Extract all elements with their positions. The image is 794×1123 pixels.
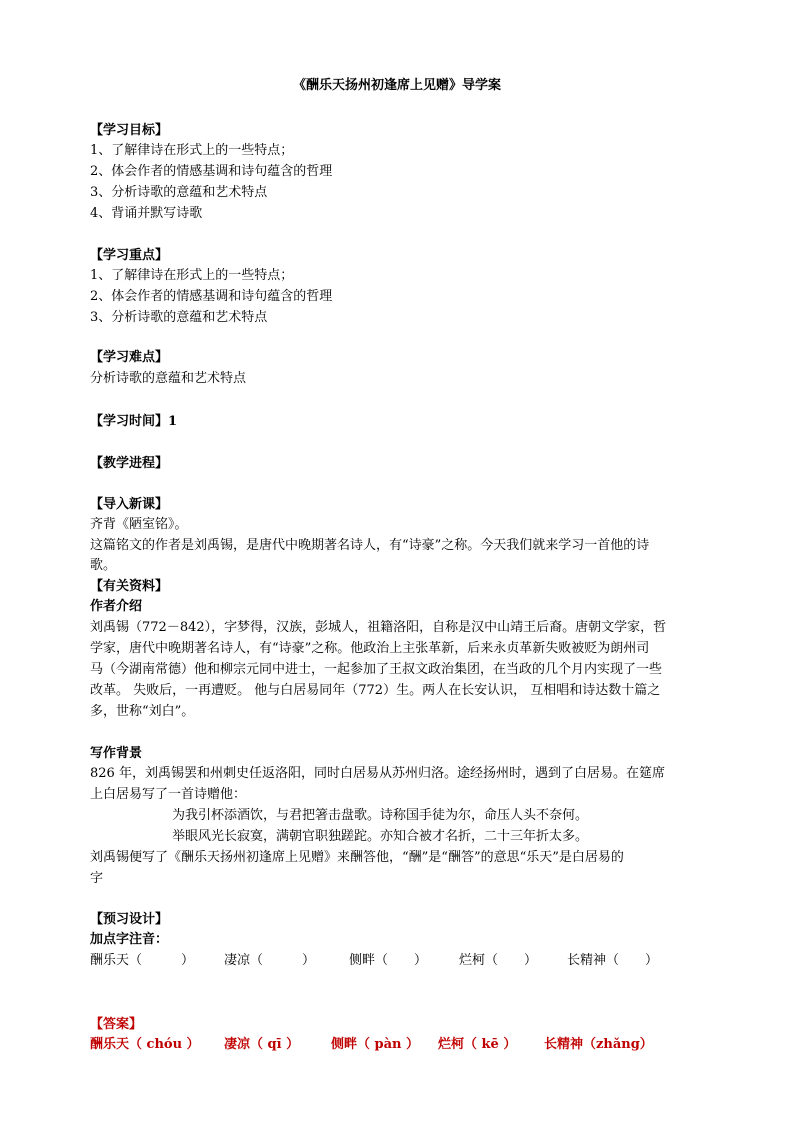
answer-item: 酬乐天（ chóu ）: [90, 1037, 200, 1052]
answers-row: [90, 1034, 730, 1055]
author-line: 马（今湖南常德）他和柳宗元同中进士，一起参加了王叔文政治集团，在当政的几个月内实现了一些: [90, 662, 663, 677]
document-title: 《酬乐天扬州初逢席上见赠》导学案: [292, 78, 501, 93]
background-line: 826 年，刘禹锡罢和州刺史任返洛阳，同时白居易从苏州归洛。途经扬州时，遇到了白居易。在筵席: [90, 766, 665, 781]
author-line: 改革。 失败后，一再遭贬。 他与白居易同年（772）生。两人在长安认识， 互相唱和诗达数十篇之: [90, 683, 661, 698]
objective-item: 4、背诵并默写诗歌: [90, 206, 203, 221]
closing-line: 字: [90, 871, 104, 886]
time-heading: 【学习时间】1: [90, 414, 178, 429]
closing-line: 刘禹锡便写了《酬乐天扬州初逢席上见赠》来酬答他，“酬”是“酬答”的意思“乐天”是白居易的: [90, 850, 624, 865]
difficulty-heading: 【学习难点】: [90, 350, 169, 365]
answer-item: 凄凉（ qī ）: [224, 1037, 300, 1052]
author-line: 多，世称“刘白”。: [90, 704, 195, 719]
background-heading: 写作背景: [90, 746, 143, 761]
preview-heading: 【预习设计】: [90, 912, 169, 927]
answer-item: 烂柯（ kē ）: [438, 1037, 517, 1052]
key-points-heading: 【学习重点】: [90, 248, 169, 263]
answer-item: 长精神（zhǎng）: [544, 1037, 653, 1052]
objective-item: 3、分析诗歌的意蕴和艺术特点: [90, 185, 268, 200]
preview-item: 酬乐天（ ）: [90, 953, 195, 968]
intro-heading: 【导入新课】: [90, 497, 169, 512]
objectives-heading: 【学习目标】: [90, 123, 169, 138]
background-line: 上白居易写了一首诗赠他：: [90, 787, 247, 802]
preview-item: 凄凉（ ）: [224, 953, 316, 968]
poem-line: 为我引杯添酒饮，与君把箸击盘歌。诗称国手徒为尔，命压人头不奈何。: [172, 808, 589, 823]
materials-heading: 【有关资料】: [90, 579, 169, 594]
preview-subheading: 加点字注音：: [90, 932, 169, 947]
objective-item: 1、了解律诗在形式上的一些特点；: [90, 143, 294, 158]
author-line: 刘禹锡（772－842），字梦得，汉族，彭城人，祖籍洛阳，自称是汉中山靖王后裔。唐朝文学家，哲: [90, 620, 667, 635]
author-line: 学家，唐代中晚期著名诗人，有“诗豪”之称。他政治上主张革新，后来永贞革新失败被贬为朗州司: [90, 641, 650, 656]
objective-item: 2、体会作者的情感基调和诗句蕴含的哲理: [90, 164, 333, 179]
preview-item: 长精神（ ）: [567, 953, 659, 968]
author-heading: 作者介绍: [90, 599, 143, 614]
preview-row: [90, 950, 730, 971]
intro-line: 齐背《陋室铭》。: [90, 517, 188, 532]
key-point-item: 1、了解律诗在形式上的一些特点；: [90, 268, 294, 283]
preview-item: 侧畔（ ）: [349, 953, 428, 968]
preview-item: 烂柯（ ）: [459, 953, 538, 968]
intro-line: 歌。: [90, 558, 117, 573]
difficulty-text: 分析诗歌的意蕴和艺术特点: [90, 371, 247, 386]
intro-line: 这篇铭文的作者是刘禹锡，是唐代中晚期著名诗人，有“诗豪”之称。今天我们就来学习一首他的诗: [90, 538, 650, 553]
process-heading: 【教学进程】: [90, 456, 169, 471]
answer-item: 侧畔（ pàn ）: [331, 1037, 420, 1052]
poem-line: 举眼风光长寂寞，满朝官职独蹉跎。亦知合被才名折，二十三年折太多。: [172, 829, 589, 844]
key-point-item: 2、体会作者的情感基调和诗句蕴含的哲理: [90, 289, 333, 304]
answers-heading: 【答案】: [90, 1017, 143, 1032]
key-point-item: 3、分析诗歌的意蕴和艺术特点: [90, 310, 268, 325]
